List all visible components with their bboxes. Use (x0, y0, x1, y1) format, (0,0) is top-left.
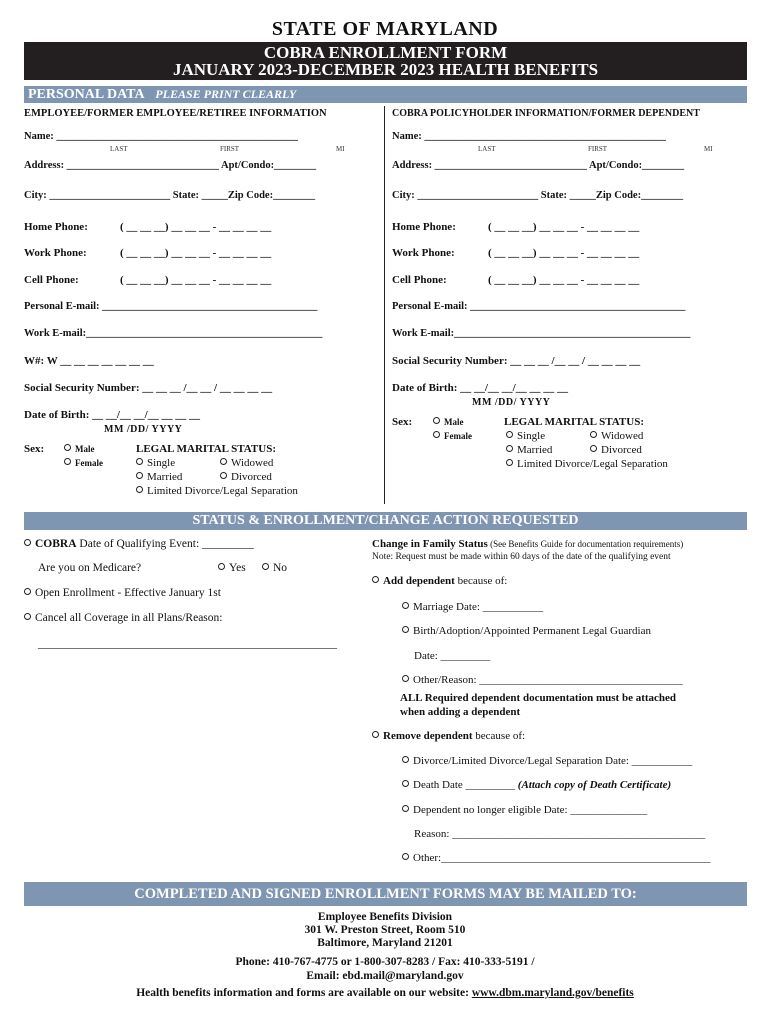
radio-circle-icon (136, 486, 143, 493)
employee-work-phone-label: Work Phone: (24, 247, 87, 259)
radio-circle-icon (220, 472, 227, 479)
remove-dependent-option[interactable]: Remove dependent because of: (372, 730, 525, 742)
column-divider (384, 106, 385, 504)
radio-circle-icon (218, 563, 225, 570)
website-info: Health benefits information and forms are available on our website: www.dbm.maryland.gov/benefits (136, 987, 634, 999)
radio-circle-icon (24, 588, 31, 595)
radio-circle-icon (506, 459, 513, 466)
radio-circle-icon (506, 445, 513, 452)
radio-circle-icon (64, 458, 71, 465)
open-enrollment-option[interactable]: Open Enrollment - Effective January 1st (24, 587, 221, 599)
name-sub-mi: MI (704, 145, 713, 153)
personal-data-bar (24, 86, 747, 103)
policyholder-sex-label: Sex: (392, 416, 413, 428)
policyholder-dob-format: MM /DD/ YYYY (472, 397, 551, 408)
policyholder-home-phone-label: Home Phone: (392, 221, 456, 233)
employee-personal-email-field[interactable]: Personal E-mail: _________________________________________ (24, 301, 318, 312)
cancel-reason-line[interactable]: ____________________________________________________ (38, 638, 337, 650)
employee-home-phone-field[interactable]: ( __ __ __) __ __ __ - __ __ __ __ (120, 221, 272, 233)
policyholder-marital-limited[interactable]: Limited Divorce/Legal Separation (506, 458, 668, 470)
radio-circle-icon (220, 458, 227, 465)
employee-marital-single[interactable]: Single (136, 457, 175, 469)
radio-circle-icon (590, 445, 597, 452)
employee-marital-limited[interactable]: Limited Divorce/Legal Separation (136, 485, 298, 497)
add-birth-date-field[interactable]: Date: _________ (414, 650, 491, 662)
mail-address-line-2: 301 W. Preston Street, Room 510 (304, 924, 466, 936)
mail-address-line-3: Baltimore, Maryland 21201 (317, 937, 453, 949)
employee-work-phone-field[interactable]: ( __ __ __) __ __ __ - __ __ __ __ (120, 247, 272, 259)
policyholder-cell-phone-field[interactable]: ( __ __ __) __ __ __ - __ __ __ __ (488, 274, 640, 286)
name-sub-last: LAST (478, 145, 496, 153)
employee-work-email-field[interactable]: Work E-mail:_____________________________________________ (24, 328, 323, 339)
required-documentation-notice-1: ALL Required dependent documentation must be attached (400, 692, 677, 704)
name-sub-first: FIRST (588, 145, 608, 153)
remove-divorce-option[interactable]: Divorce/Limited Divorce/Legal Separation Date: ___________ (402, 755, 692, 767)
form-state-title: STATE OF MARYLAND (271, 18, 499, 40)
radio-circle-icon (64, 444, 71, 451)
required-documentation-notice-2: when adding a dependent (400, 706, 521, 718)
radio-circle-icon (402, 780, 409, 787)
radio-circle-icon (433, 417, 440, 424)
name-sub-first: FIRST (220, 145, 240, 153)
radio-circle-icon (136, 472, 143, 479)
cobra-option[interactable]: COBRA Date of Qualifying Event: _________ (24, 538, 254, 550)
employee-marital-widowed[interactable]: Widowed (220, 457, 273, 469)
policyholder-work-phone-label: Work Phone: (392, 247, 455, 259)
add-marriage-option[interactable]: Marriage Date: ___________ (402, 601, 543, 613)
radio-circle-icon (24, 613, 31, 620)
radio-circle-icon (24, 539, 31, 546)
policyholder-address-field[interactable]: Address: _____________________________ Apt/Condo:________ (392, 160, 685, 171)
policyholder-marital-divorced[interactable]: Divorced (590, 444, 642, 456)
radio-circle-icon (402, 756, 409, 763)
employee-sex-male[interactable]: Male (64, 444, 95, 454)
employee-dob-format: MM /DD/ YYYY (104, 424, 183, 435)
employee-address-field[interactable]: Address: _____________________________ Apt/Condo:________ (24, 160, 317, 171)
radio-circle-icon (262, 563, 269, 570)
radio-circle-icon (506, 431, 513, 438)
form-period: JANUARY 2023-DECEMBER 2023 HEALTH BENEFITS (172, 60, 599, 79)
radio-circle-icon (402, 626, 409, 633)
contact-email: Email: ebd.mail@maryland.gov (306, 970, 464, 982)
policyholder-sex-female[interactable]: Female (433, 431, 472, 441)
radio-circle-icon (402, 602, 409, 609)
radio-circle-icon (402, 805, 409, 812)
policyholder-ssn-field[interactable]: Social Security Number: __ __ __ /__ __ / __ __ __ __ (392, 355, 641, 367)
form-title-banner (24, 42, 747, 80)
death-certificate-note: (Attach copy of Death Certificate) (517, 779, 672, 791)
policyholder-marital-married[interactable]: Married (506, 444, 552, 456)
employee-marital-heading: LEGAL MARITAL STATUS: (136, 443, 276, 455)
remove-reason-field[interactable]: Reason: ______________________________________________ (414, 828, 706, 840)
contact-phone-fax: Phone: 410-767-4775 or 1-800-307-8283 / Fax: 410-333-5191 / (235, 956, 535, 968)
employee-home-phone-label: Home Phone: (24, 221, 88, 233)
employee-sex-female[interactable]: Female (64, 458, 103, 468)
policyholder-city-field[interactable]: City: _______________________ State: _____Zip Code:________ (392, 190, 684, 201)
policyholder-work-phone-field[interactable]: ( __ __ __) __ __ __ - __ __ __ __ (488, 247, 640, 259)
radio-circle-icon (433, 431, 440, 438)
cancel-coverage-option[interactable]: Cancel all Coverage in all Plans/Reason: (24, 612, 222, 624)
policyholder-section-heading: COBRA POLICYHOLDER INFORMATION/FORMER DEPENDENT (392, 108, 700, 119)
add-other-reason-option[interactable]: Other/Reason: _____________________________________ (402, 674, 683, 686)
radio-circle-icon (402, 675, 409, 682)
print-clearly-note: PLEASE PRINT CLEARLY (155, 87, 297, 101)
policyholder-name-field[interactable]: Name: ______________________________________________ (392, 131, 666, 142)
form-title: COBRA ENROLLMENT FORM (263, 43, 508, 62)
medicare-yes[interactable]: Yes (218, 562, 246, 574)
medicare-no[interactable]: No (262, 562, 287, 574)
add-birth-option[interactable]: Birth/Adoption/Appointed Permanent Legal Guardian (402, 625, 651, 637)
name-sub-mi: MI (336, 145, 345, 153)
remove-death-option[interactable]: Death Date _________ (Attach copy of Death Certificate) (402, 779, 671, 791)
radio-circle-icon (372, 576, 379, 583)
policyholder-work-email-field[interactable]: Work E-mail:_____________________________________________ (392, 328, 691, 339)
policyholder-sex-male[interactable]: Male (433, 417, 464, 427)
benefits-website-link[interactable]: www.dbm.maryland.gov/benefits (471, 987, 634, 999)
employee-w-number-field[interactable]: W#: W __ __ __ __ __ __ __ (24, 355, 154, 367)
family-status-heading: Change in Family Status (See Benefits Guide for documentation requirements) (372, 538, 684, 550)
remove-other-option[interactable]: Other:_________________________________________________ (402, 852, 711, 864)
mail-bar: COMPLETED AND SIGNED ENROLLMENT FORMS MAY BE MAILED TO: (24, 882, 747, 906)
employee-cell-phone-label: Cell Phone: (24, 274, 79, 286)
family-status-note: Note: Request must be made within 60 days of the date of the qualifying event (372, 552, 671, 562)
employee-city-field[interactable]: City: _______________________ State: _____Zip Code:________ (24, 190, 316, 201)
policyholder-home-phone-field[interactable]: ( __ __ __) __ __ __ - __ __ __ __ (488, 221, 640, 233)
policyholder-cell-phone-label: Cell Phone: (392, 274, 447, 286)
medicare-question: Are you on Medicare? (38, 562, 142, 574)
radio-circle-icon (590, 431, 597, 438)
employee-marital-married[interactable]: Married (136, 471, 182, 483)
employee-cell-phone-field[interactable]: ( __ __ __) __ __ __ - __ __ __ __ (120, 274, 272, 286)
policyholder-marital-widowed[interactable]: Widowed (590, 430, 643, 442)
employee-sex-label: Sex: (24, 443, 45, 455)
policyholder-marital-heading: LEGAL MARITAL STATUS: (504, 416, 644, 428)
mail-address-line-1: Employee Benefits Division (317, 911, 453, 923)
policyholder-marital-single[interactable]: Single (506, 430, 545, 442)
radio-circle-icon (136, 458, 143, 465)
remove-no-longer-eligible-option[interactable]: Dependent no longer eligible Date: ______________ (402, 804, 647, 816)
status-bar: STATUS & ENROLLMENT/CHANGE ACTION REQUESTED (24, 512, 747, 530)
radio-circle-icon (402, 853, 409, 860)
employee-dob-field[interactable]: Date of Birth: __ __/__ __/__ __ __ __ (24, 409, 200, 421)
personal-data-label: PERSONAL DATA (28, 87, 144, 102)
name-sub-last: LAST (110, 145, 128, 153)
employee-section-heading: EMPLOYEE/FORMER EMPLOYEE/RETIREE INFORMATION (24, 108, 327, 119)
employee-marital-divorced[interactable]: Divorced (220, 471, 272, 483)
employee-ssn-field[interactable]: Social Security Number: __ __ __ /__ __ / __ __ __ __ (24, 382, 273, 394)
radio-circle-icon (372, 731, 379, 738)
policyholder-personal-email-field[interactable]: Personal E-mail: _________________________________________ (392, 301, 686, 312)
policyholder-dob-field[interactable]: Date of Birth: __ __/__ __/__ __ __ __ (392, 382, 568, 394)
employee-name-field[interactable]: Name: ______________________________________________ (24, 131, 298, 142)
add-dependent-option[interactable]: Add dependent because of: (372, 575, 507, 587)
